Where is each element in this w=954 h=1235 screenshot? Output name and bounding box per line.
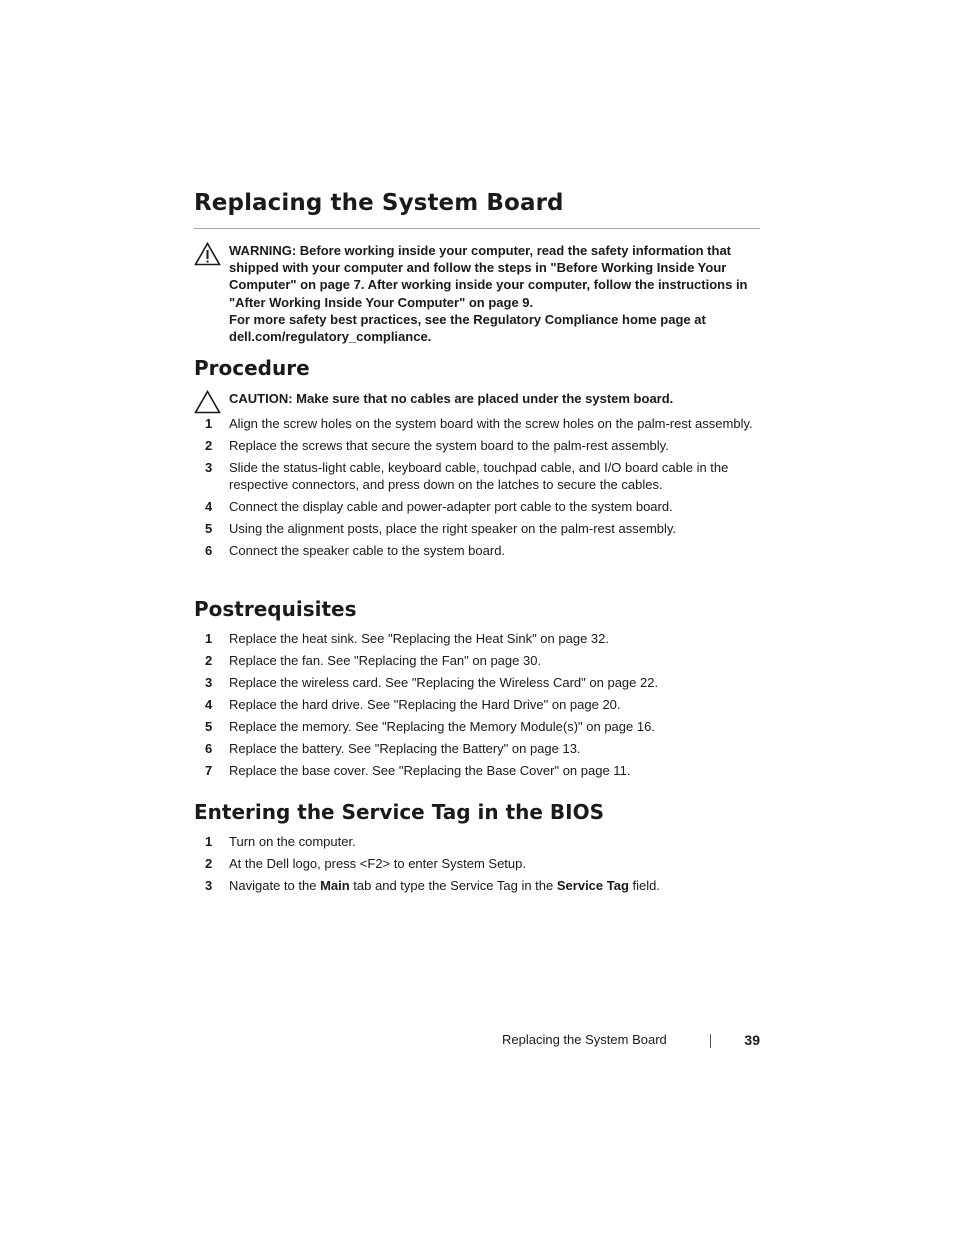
step-text-part: Navigate to the [229, 878, 321, 893]
step-text: Align the screw holes on the system board with the screw holes on the palm-rest assembly. [229, 416, 753, 431]
list-item [194, 877, 760, 894]
list-item [194, 542, 760, 559]
list-item [194, 674, 760, 691]
step-text: Replace the battery. See "Replacing the Battery" on page 13. [229, 741, 581, 756]
step-text: Replace the memory. See "Replacing the Memory Module(s)" on page 16. [229, 719, 655, 734]
step-number: 4 [205, 499, 213, 515]
step-text [229, 878, 660, 893]
list-item [194, 740, 760, 757]
list-item [194, 718, 760, 735]
step-text: Connect the speaker cable to the system board. [229, 543, 506, 559]
step-number: 1 [205, 834, 213, 849]
list-item [194, 652, 760, 669]
main-tab-label: Main [320, 878, 350, 893]
procedure-heading: Procedure [194, 356, 310, 380]
service-tag-field-label: Service Tag [556, 878, 629, 893]
title-divider [194, 228, 760, 229]
list-item [194, 833, 760, 850]
list-item [194, 855, 760, 872]
step-text: Replace the fan. See "Replacing the Fan" on page 30. [229, 653, 542, 668]
footer-title: Replacing the System Board [502, 1032, 667, 1047]
step-text: Replace the hard drive. See "Replacing the Hard Drive" on page 20. [229, 697, 621, 712]
warning-text: WARNING: Before working inside your computer, read the safety information that shipped with your computer and follow the steps in "Before Working Inside Your Computer" on page 7. After working inside your computer, follow the instructions in "After Working Inside Your Computer" on page 9. [229, 243, 748, 310]
postrequisites-heading: Postrequisites [194, 597, 357, 621]
page-footer [494, 1032, 760, 1052]
warning-icon [194, 242, 221, 270]
list-item [194, 696, 760, 713]
step-text: Replace the wireless card. See "Replacing the Wireless Card" on page 22. [229, 675, 659, 690]
procedure-steps [194, 415, 760, 564]
page-title: Replacing the System Board [194, 190, 564, 216]
caution-text: CAUTION: Make sure that no cables are placed under the system board. [229, 391, 674, 406]
service-tag-steps [194, 833, 760, 899]
service-tag-heading: Entering the Service Tag in the BIOS [194, 800, 605, 824]
step-number: 5 [205, 719, 213, 734]
step-text: Slide the status-light cable, keyboard cable, touchpad cable, and I/O board cable in the respective connectors, and press down on the latches to secure the cables. [229, 460, 729, 493]
list-item [194, 498, 760, 515]
step-text: Replace the heat sink. See "Replacing the Heat Sink" on page 32. [229, 631, 609, 646]
list-item [194, 437, 760, 454]
step-number: 3 [205, 675, 213, 690]
step-number: 6 [205, 741, 213, 756]
step-text: Turn on the computer. [229, 834, 356, 849]
step-text-part: field. [628, 878, 660, 893]
postrequisites-steps [194, 630, 760, 784]
step-number: 3 [205, 878, 213, 893]
step-number: 2 [205, 856, 213, 871]
step-number: 4 [205, 697, 213, 712]
caution-notice [194, 390, 760, 407]
step-text: Replace the screws that secure the system board to the palm-rest assembly. [229, 438, 669, 453]
step-text: Connect the display cable and power-adapter port cable to the system board. [229, 499, 673, 515]
list-item [194, 520, 760, 537]
step-text: Replace the base cover. See "Replacing the Base Cover" on page 11. [229, 763, 631, 778]
step-number: 5 [205, 521, 213, 537]
list-item [194, 762, 760, 779]
page-number: 39 [744, 1032, 760, 1048]
list-item [194, 415, 760, 432]
warning-safety-text: For more safety best practices, see the Regulatory Compliance home page at dell.com/regulatory_compliance. [229, 311, 706, 345]
step-number: 1 [205, 631, 213, 646]
step-text: Using the alignment posts, place the right speaker on the palm-rest assembly. [229, 521, 677, 537]
footer-divider [710, 1034, 711, 1048]
step-number: 2 [205, 653, 213, 668]
step-number: 1 [205, 416, 213, 431]
step-text: At the Dell logo, press <F2> to enter System Setup. [229, 856, 526, 871]
step-number: 7 [205, 763, 213, 778]
warning-notice [194, 242, 760, 345]
step-text-part: tab and type the Service Tag in the [349, 878, 557, 893]
caution-icon [194, 390, 221, 418]
step-number: 2 [205, 438, 213, 453]
list-item [194, 459, 760, 494]
list-item [194, 630, 760, 647]
step-number: 6 [205, 543, 213, 559]
step-number: 3 [205, 460, 213, 475]
